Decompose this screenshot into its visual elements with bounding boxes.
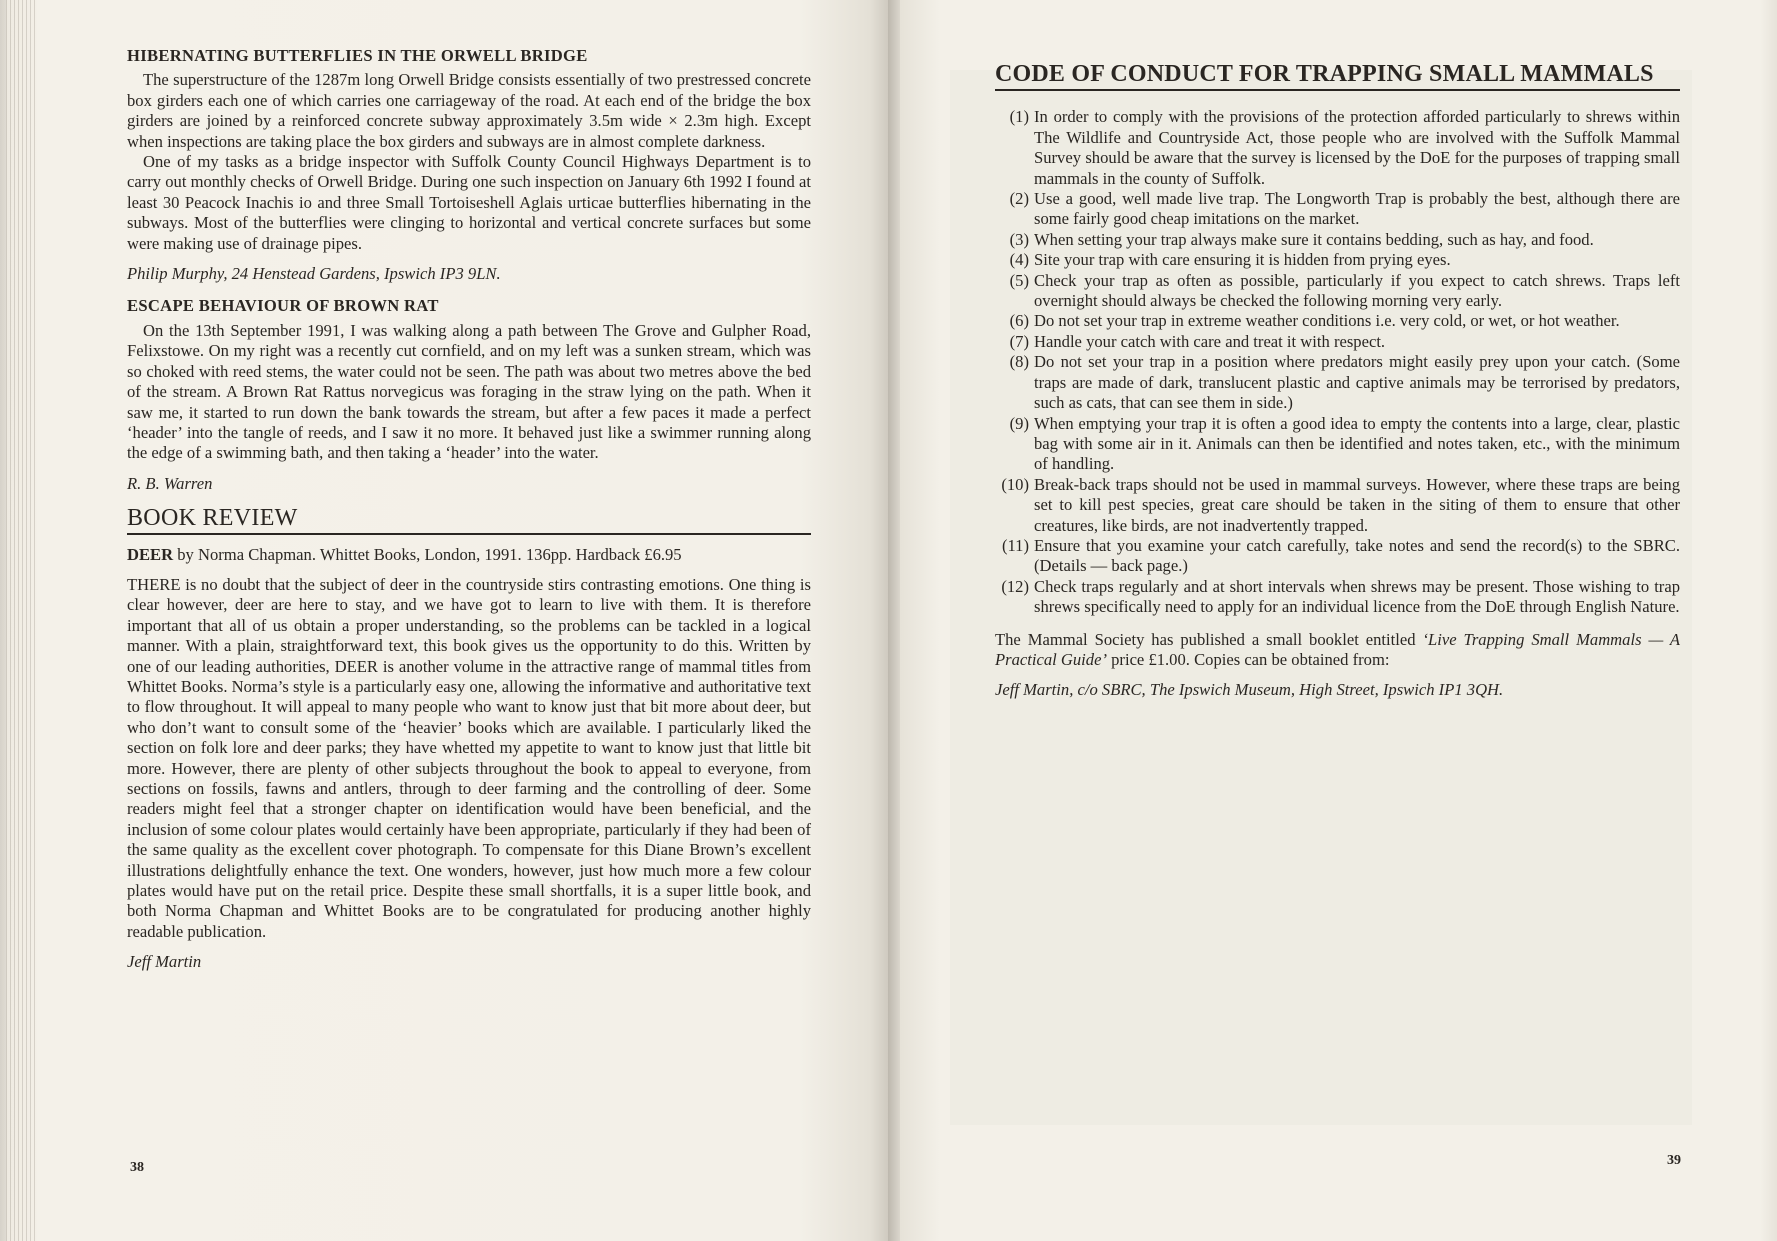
- rule-item: [995, 352, 1680, 413]
- rules-list: [995, 107, 1680, 617]
- rule-number: (8): [1009, 352, 1029, 372]
- article-signature: Philip Murphy, 24 Henstead Gardens, Ipswich IP3 9LN.: [127, 264, 501, 284]
- rule-item: [995, 332, 1680, 352]
- rule-number: (9): [1009, 413, 1029, 433]
- rule-item: [995, 311, 1680, 331]
- rule-number: (7): [1009, 331, 1029, 351]
- rule-text: Use a good, well made live trap. The Longworth Trap is probably the best, although there are some fairly good cheap imitations on the market.: [1034, 189, 1680, 229]
- article-signature: R. B. Warren: [127, 473, 213, 493]
- rule-number: (3): [1009, 229, 1029, 249]
- rule-text: Do not set your trap in a position where predators might easily prey upon your catch. (Some traps are made of dark, translucent plastic and captive animals may be terrorised by predators, such as cats, that can see them in side.): [1034, 352, 1680, 413]
- code-of-conduct-title: CODE OF CONDUCT FOR TRAPPING SMALL MAMMALS: [995, 64, 1680, 91]
- page-number-left: 38: [130, 1160, 144, 1175]
- booklet-note: [995, 630, 1680, 671]
- rule-item: [995, 189, 1680, 230]
- book-review-heading: BOOK REVIEW: [127, 508, 811, 534]
- rule-number: (1): [1009, 107, 1029, 127]
- rule-number: (4): [1009, 250, 1029, 270]
- booklet-note-post: price £1.00. Copies can be obtained from:: [1106, 649, 1390, 669]
- booklet-title: ‘Live Trapping Small Mammals — A Practical Guide’: [995, 629, 1680, 669]
- rule-text: When setting your trap always make sure it contains bedding, such as hay, and food.: [1034, 229, 1594, 249]
- article-title-butterflies: HIBERNATING BUTTERFLIES IN THE ORWELL BRIDGE: [127, 46, 588, 65]
- rule-text: Do not set your trap in extreme weather conditions i.e. very cold, or wet, or hot weather.: [1034, 311, 1620, 331]
- right-column: [995, 61, 1680, 701]
- page-number-right: 39: [1667, 1153, 1681, 1168]
- rule-text: Check your trap as often as possible, particularly if you expect to catch shrews. Traps left overnight should always be checked the following morning very early.: [1034, 270, 1680, 311]
- booklet-note-pre: The Mammal Society has published a small booklet entitled: [995, 629, 1423, 649]
- rule-text: Ensure that you examine your catch carefully, take notes and send the record(s) to the SBRC. (Details — back page.): [1034, 535, 1680, 576]
- rule-item: [995, 414, 1680, 475]
- rule-item: [995, 230, 1680, 250]
- rule-item: [995, 475, 1680, 536]
- rule-item: [995, 107, 1680, 189]
- contact-address: Jeff Martin, c/o SBRC, The Ipswich Museum, High Street, Ipswich IP1 3QH.: [995, 680, 1504, 700]
- rule-text: When emptying your trap it is often a good idea to empty the contents into a large, clear, plastic bag with some air in it. Animals can then be identified and notes taken, etc., with the minimum of handling.: [1034, 413, 1680, 474]
- rule-item: [995, 536, 1680, 577]
- rule-number: (5): [1009, 270, 1029, 290]
- rule-item: [995, 271, 1680, 312]
- rule-item: [995, 577, 1680, 618]
- article-paragraph: On the 13th September 1991, I was walking along a path between The Grove and Gulpher Road, Felixstowe. On my right was a recently cut cornfield, and on my left was a sunken stream, which was so choked with reed stems, the water could not be seen. The path was about two metres above the bed of the stream. A Brown Rat Rattus norvegicus was foraging in the straw lying on the path. When it saw me, it started to run down the bank towards the stream, but after a few paces it made a perfect ‘header’ into the tangle of reeds, and I saw it no more. It behaved just like a swimmer running along the edge of a swimming bath, and then taking a ‘header’ into the water.: [127, 320, 811, 463]
- page-edges: [6, 0, 36, 1241]
- book-review-citation: [127, 545, 811, 565]
- article-title-brown-rat: ESCAPE BEHAVIOUR OF BROWN RAT: [127, 296, 439, 316]
- rule-text: Check traps regularly and at short intervals when shrews may be present. Those wishing to trap shrews specifically need to apply for an individual licence from the DoE through English Nature.: [1034, 576, 1680, 617]
- rule-number: (12): [1001, 576, 1029, 596]
- book-review-body: [127, 575, 811, 942]
- review-paragraph: THERE is no doubt that the subject of deer in the countryside stirs contrasting emotions. One thing is clear however, deer are here to stay, and we have got to learn to live with them. It is therefore important that all of us obtain a proper understanding, so the problems can be tackled in a logical manner. With a plain, straightforward text, this book gives us the opportunity to do this. Written by one of our leading authorities, DEER is another volume in the attractive range of mammal titles from Whittet Books. Norma’s style is a particularly easy one, allowing the informative and authoritative text to flow throughout. It will appeal to many people who want to know just that bit more about deer, but who don’t want to consult some of the ‘heavier’ books which are available. I particularly liked the section on folk lore and deer parks; they have whetted my appetite to want to know just that little bit more. However, there are plenty of other subjects throughout the book to appeal to everyone, from sections on fossils, fawns and antlers, through to deer farming and the controlling of deer. Some readers might feel that a stronger chapter on identification would have been beneficial, and the inclusion of some colour plates would certainly have been appropriate, particularly if they had been of the same quality as the excellent cover photograph. To compensate for this Diane Brown’s excellent illustrations delightfully enhance the text. One wonders, however, just how much more a few colour plates would have put on the retail price. Despite these small shortfalls, it is a super little book, and both Norma Chapman and Whittet Books are to be congratulated for producing another highly readable publication.: [127, 574, 811, 941]
- rule-item: [995, 250, 1680, 270]
- rule-number: (11): [1001, 535, 1029, 555]
- left-page: [0, 0, 888, 1241]
- right-page: [900, 0, 1777, 1241]
- rule-text: In order to comply with the provisions of the protection afforded particularly to shrews within The Wildlife and Countryside Act, those people who are involved with the Suffolk Mammal Survey should be aware that the survey is licensed by the DoE for the purposes of trapping small mammals in the county of Suffolk.: [1034, 107, 1680, 188]
- rule-text: Break-back traps should not be used in mammal surveys. However, where these traps are being set to kill pest species, great care should be taken in the siting of them to ensure that other creatures, like birds, are not inadvertently trapped.: [1034, 474, 1680, 535]
- left-column: [127, 46, 811, 973]
- rule-text: Handle your catch with care and treat it with respect.: [1034, 331, 1386, 351]
- rule-number: (6): [1009, 311, 1029, 331]
- rule-text: Site your trap with care ensuring it is hidden from prying eyes.: [1034, 250, 1451, 270]
- book-details: by Norma Chapman. Whittet Books, London, 1991. 136pp. Hardback £6.95: [173, 544, 682, 564]
- book-title: DEER: [127, 544, 174, 564]
- review-signature: Jeff Martin: [127, 952, 202, 972]
- article-paragraph: The superstructure of the 1287m long Orwell Bridge consists essentially of two prestressed concrete box girders each one of which carries one carriageway of the road. At each end of the bridge the box girders are joined by a reinforced concrete subway approximately 3.5m wide × 2.3m high. Except when inspections are taking place the box girders and subways are in almost complete darkness.: [127, 70, 811, 151]
- article-paragraph: One of my tasks as a bridge inspector with Suffolk County Council Highways Department is to carry out monthly checks of Orwell Bridge. During one such inspection on January 6th 1992 I found at least 30 Peacock Inachis io and three Small Tortoiseshell Aglais urticae butterflies hibernating in the subways. Most of the butterflies were clinging to horizontal and vertical concrete surfaces but some were making use of drainage pipes.: [127, 152, 811, 253]
- rule-number: (2): [1009, 189, 1029, 209]
- rule-number: (10): [1001, 474, 1029, 494]
